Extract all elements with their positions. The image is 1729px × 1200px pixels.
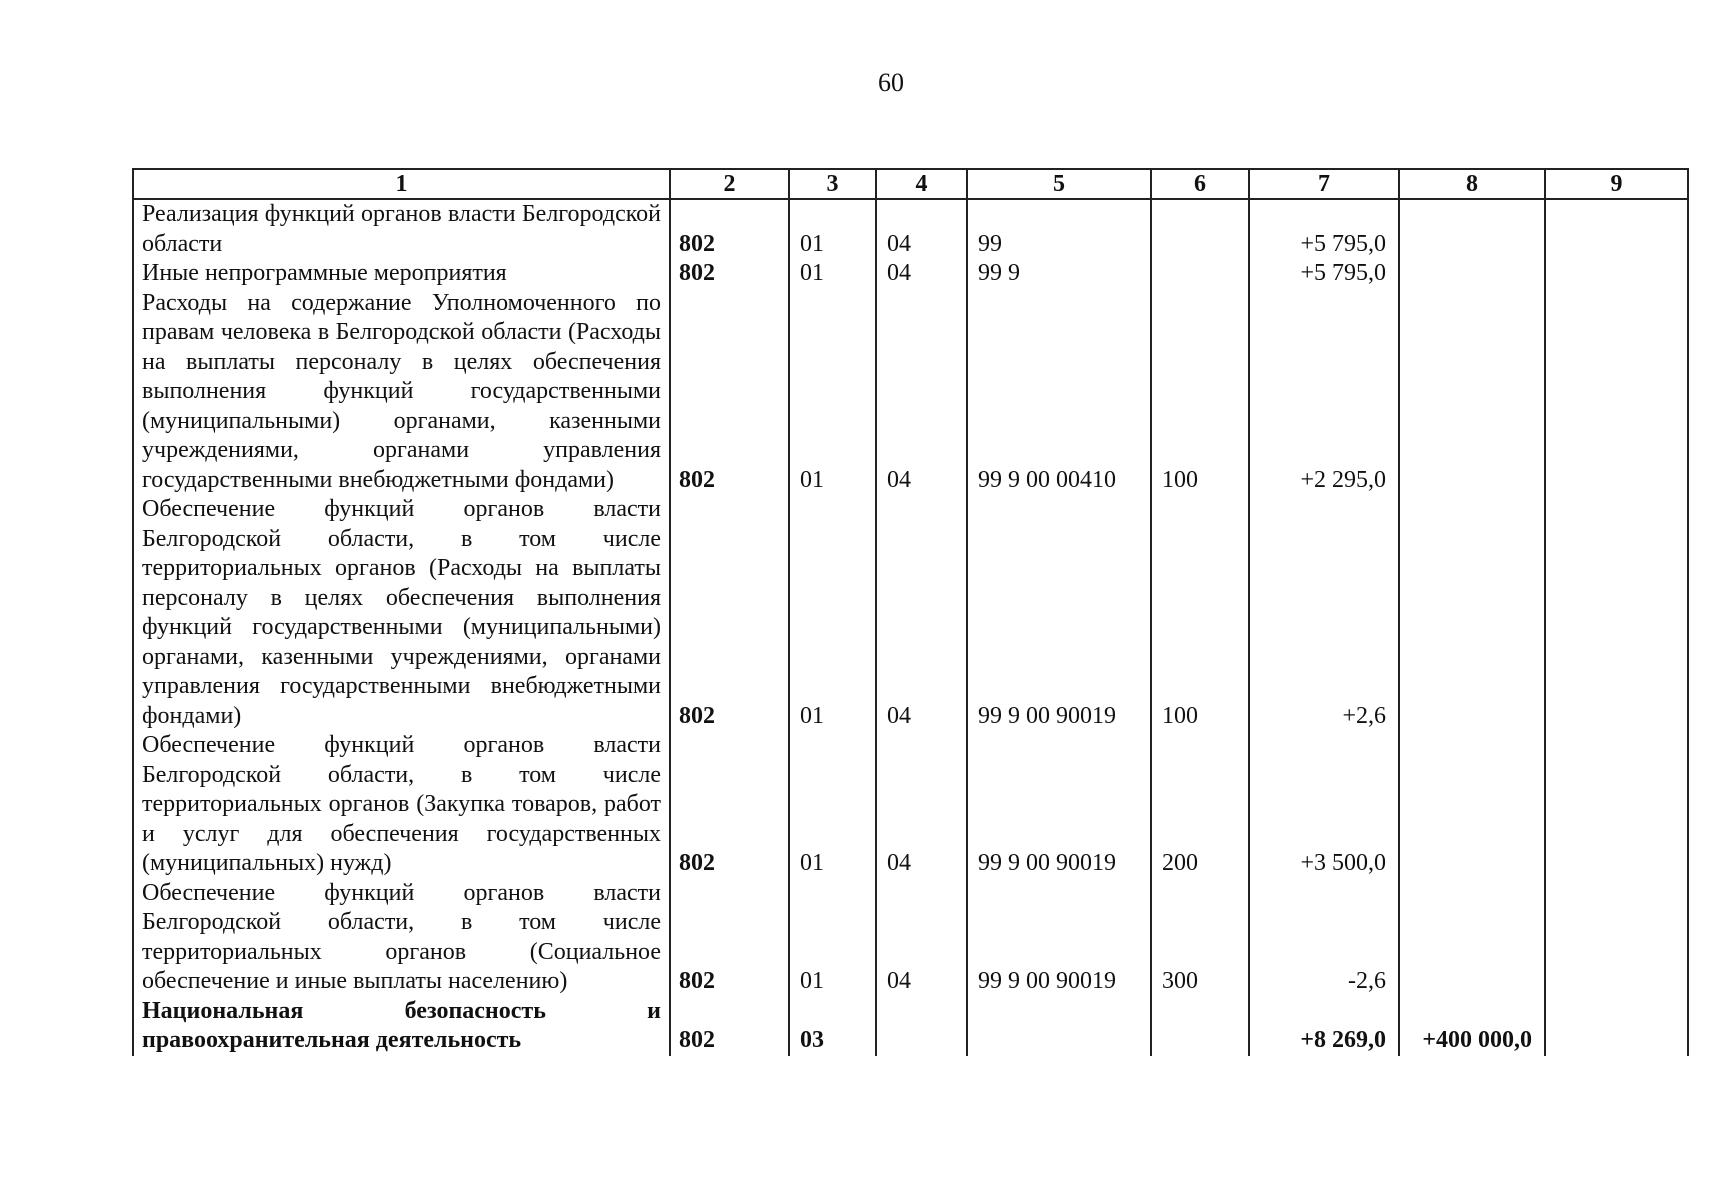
row-name: Обеспечение функций органов власти Белгородской области, в том числе территориальных органов (Социальное обеспечение и иные выплаты населению) [133, 879, 670, 997]
cell-amount-2: +400 000,0 [1399, 997, 1545, 1056]
cell-admin-code: 802 [670, 259, 789, 289]
cell-section: 03 [789, 997, 876, 1056]
header-row [133, 169, 1688, 199]
cell-expense-type: 100 [1151, 495, 1249, 731]
cell-admin-code: 802 [670, 997, 789, 1056]
column-header: 9 [1545, 169, 1688, 199]
budget-table [132, 168, 1689, 1056]
cell-amount-3 [1545, 259, 1688, 289]
cell-amount-3 [1545, 289, 1688, 496]
cell-amount-3 [1545, 879, 1688, 997]
cell-expense-type [1151, 199, 1249, 259]
cell-subsection: 04 [876, 289, 967, 496]
column-header: 6 [1151, 169, 1249, 199]
cell-expense-type [1151, 997, 1249, 1056]
cell-section: 01 [789, 879, 876, 997]
cell-section: 01 [789, 495, 876, 731]
cell-amount-2 [1399, 879, 1545, 997]
table-row [133, 199, 1688, 259]
row-name: Обеспечение функций органов власти Белгородской области, в том числе территориальных органов (Закупка товаров, работ и услуг для обеспечения государственных (муниципальных) нужд) [133, 731, 670, 879]
cell-amount: +2,6 [1249, 495, 1399, 731]
cell-amount: +3 500,0 [1249, 731, 1399, 879]
row-name: Иные непрограммные мероприятия [133, 259, 670, 289]
cell-expense-type: 100 [1151, 289, 1249, 496]
cell-section: 01 [789, 199, 876, 259]
cell-subsection: 04 [876, 731, 967, 879]
cell-section: 01 [789, 259, 876, 289]
table-row [133, 997, 1688, 1056]
column-header: 8 [1399, 169, 1545, 199]
cell-section: 01 [789, 731, 876, 879]
cell-amount-3 [1545, 997, 1688, 1056]
cell-target-article: 99 9 00 90019 [967, 879, 1151, 997]
cell-admin-code: 802 [670, 495, 789, 731]
table-row [133, 731, 1688, 879]
cell-amount: -2,6 [1249, 879, 1399, 997]
cell-expense-type [1151, 259, 1249, 289]
cell-amount: +5 795,0 [1249, 259, 1399, 289]
cell-target-article: 99 9 [967, 259, 1151, 289]
cell-expense-type: 300 [1151, 879, 1249, 997]
column-header: 2 [670, 169, 789, 199]
column-header: 3 [789, 169, 876, 199]
cell-amount-2 [1399, 289, 1545, 496]
cell-section: 01 [789, 289, 876, 496]
cell-target-article [967, 997, 1151, 1056]
table-row [133, 289, 1688, 496]
column-header: 4 [876, 169, 967, 199]
page-number: 60 [878, 68, 904, 97]
row-name: Обеспечение функций органов власти Белгородской области, в том числе территориальных органов (Расходы на выплаты персоналу в целях обеспечения выполнения функций государственными (муниципальными) органами, казенными учреждениями, органами управления государственными внебюджетными фондами) [133, 495, 670, 731]
cell-amount-3 [1545, 495, 1688, 731]
cell-admin-code: 802 [670, 199, 789, 259]
row-name: Национальная безопасность и правоохранительная деятельность [133, 997, 670, 1056]
table-row [133, 879, 1688, 997]
cell-expense-type: 200 [1151, 731, 1249, 879]
cell-target-article: 99 9 00 90019 [967, 731, 1151, 879]
cell-amount-2 [1399, 199, 1545, 259]
column-header: 7 [1249, 169, 1399, 199]
cell-amount-2 [1399, 259, 1545, 289]
table-row [133, 259, 1688, 289]
cell-target-article: 99 9 00 90019 [967, 495, 1151, 731]
cell-admin-code: 802 [670, 879, 789, 997]
column-header: 1 [133, 169, 670, 199]
cell-amount: +8 269,0 [1249, 997, 1399, 1056]
cell-amount: +2 295,0 [1249, 289, 1399, 496]
column-header: 5 [967, 169, 1151, 199]
table-row [133, 495, 1688, 731]
cell-target-article: 99 [967, 199, 1151, 259]
cell-admin-code: 802 [670, 731, 789, 879]
cell-amount-3 [1545, 199, 1688, 259]
cell-amount-3 [1545, 731, 1688, 879]
cell-admin-code: 802 [670, 289, 789, 496]
cell-subsection: 04 [876, 199, 967, 259]
cell-subsection: 04 [876, 259, 967, 289]
cell-amount: +5 795,0 [1249, 199, 1399, 259]
cell-subsection [876, 997, 967, 1056]
row-name: Реализация функций органов власти Белгородской области [133, 199, 670, 259]
cell-subsection: 04 [876, 879, 967, 997]
cell-subsection: 04 [876, 495, 967, 731]
cell-amount-2 [1399, 731, 1545, 879]
row-name: Расходы на содержание Уполномоченного по правам человека в Белгородской области (Расходы на выплаты персоналу в целях обеспечения выполнения функций государственными (муниципальными) органами, казенными учреждениями, органами управления государственными внебюджетными фондами) [133, 289, 670, 496]
cell-target-article: 99 9 00 00410 [967, 289, 1151, 496]
cell-amount-2 [1399, 495, 1545, 731]
